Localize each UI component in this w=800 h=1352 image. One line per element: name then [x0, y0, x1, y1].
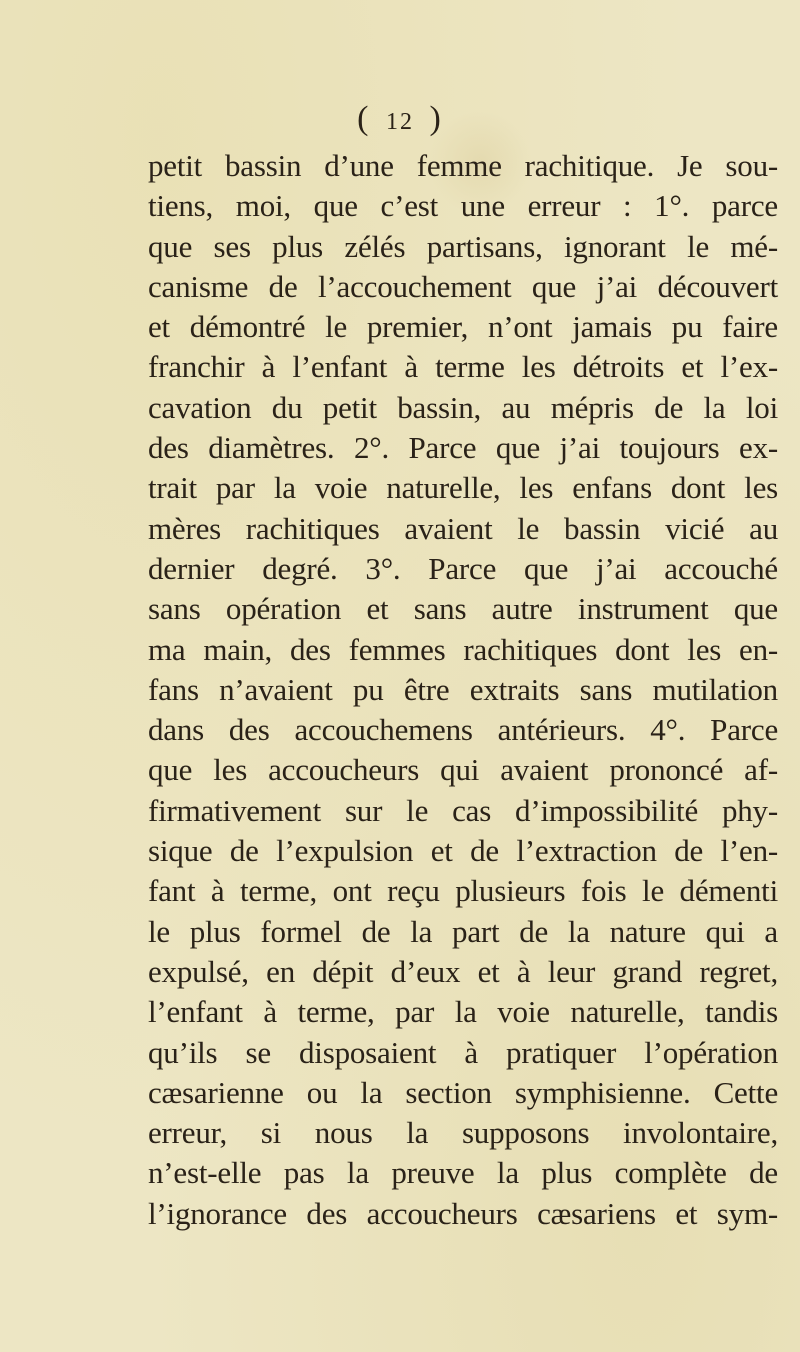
text-line: le plus formel de la part de la nature qui a — [148, 913, 778, 949]
text-line: franchir à l’enfant à terme les détroits et l’ex- — [148, 349, 778, 385]
text-line: dans des accouchemens antérieurs. 4°. Parce — [148, 712, 778, 748]
page-number — [0, 100, 800, 138]
text-line: fant à terme, ont reçu plusieurs fois le démenti — [148, 873, 778, 909]
text-line: n’est-elle pas la preuve la plus complète de — [148, 1155, 778, 1191]
page-number-open-paren: ( — [357, 100, 371, 137]
text-line: sique de l’expulsion et de l’extraction de l’en- — [148, 833, 778, 869]
text-line: trait par la voie naturelle, les enfans dont les — [148, 470, 778, 506]
text-line: cæsarienne ou la section symphisienne. Cette — [148, 1074, 778, 1110]
text-line: cavation du petit bassin, au mépris de la loi — [148, 389, 778, 425]
body-paragraph — [148, 146, 778, 1234]
text-line: petit bassin d’une femme rachitique. Je sou- — [148, 148, 778, 183]
text-line: tiens, moi, que c’est une erreur : 1°. parce — [148, 188, 778, 224]
text-line: firmativement sur le cas d’impossibilité phy- — [148, 792, 778, 828]
text-line: canisme de l’accouchement que j’ai découvert — [148, 268, 778, 304]
page-number-value: 12 — [386, 109, 414, 135]
text-line: l’ignorance des accoucheurs cæsariens et sym- — [148, 1195, 778, 1231]
text-line: ma main, des femmes rachitiques dont les en- — [148, 631, 778, 667]
text-line: mères rachitiques avaient le bassin vicié au — [148, 510, 778, 546]
text-line: expulsé, en dépit d’eux et à leur grand regret, — [148, 953, 778, 989]
text-line: sans opération et sans autre instrument que — [148, 591, 778, 627]
text-line: que les accoucheurs qui avaient prononcé af- — [148, 752, 778, 788]
text-line: qu’ils se disposaient à pratiquer l’opération — [148, 1034, 778, 1070]
text-line: l’enfant à terme, par la voie naturelle, tandis — [148, 994, 778, 1030]
text-line: et démontré le premier, n’ont jamais pu faire — [148, 309, 778, 345]
page-number-close-paren: ) — [429, 100, 443, 137]
text-line: fans n’avaient pu être extraits sans mutilation — [148, 671, 778, 707]
text-line: erreur, si nous la supposons involontaire, — [148, 1115, 778, 1151]
text-line: dernier degré. 3°. Parce que j’ai accouché — [148, 550, 778, 586]
text-line: des diamètres. 2°. Parce que j’ai toujours ex- — [148, 430, 778, 466]
text-line: que ses plus zélés partisans, ignorant le mé- — [148, 228, 778, 264]
